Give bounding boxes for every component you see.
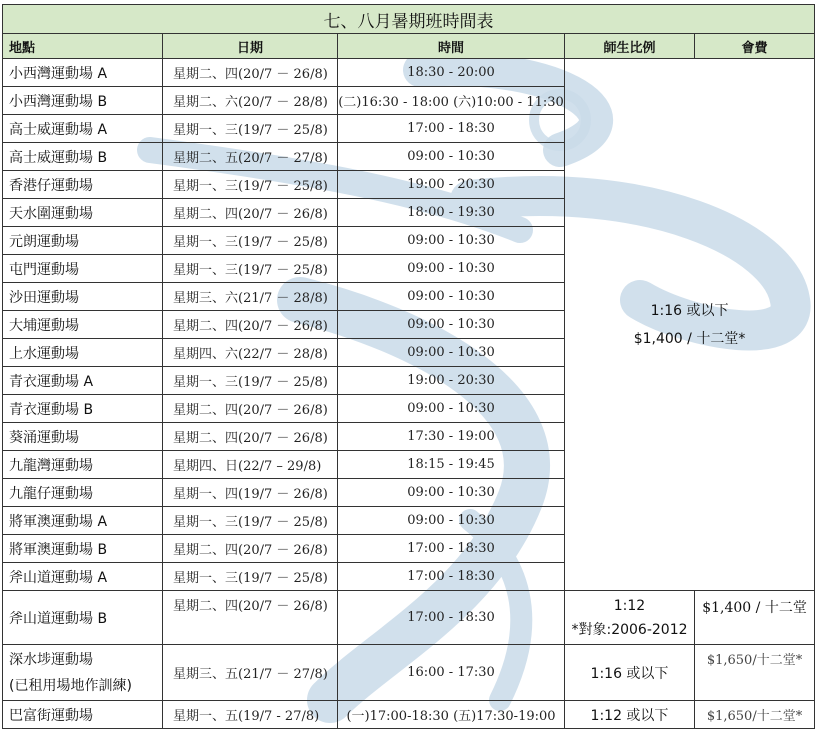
venue-name: 深水埗運動場 (9, 651, 93, 668)
table-row (3, 59, 815, 87)
date-cell: 星期三、五(21/7 － 27/8) (163, 645, 338, 701)
time-cell: 17:00 - 18:30 (338, 535, 565, 563)
date-cell: 星期四、六(22/7 － 28/8) (163, 339, 338, 367)
time-cell: 19:00 - 20:30 (338, 367, 565, 395)
date-cell: 星期一、三(19/7 － 25/8) (163, 507, 338, 535)
date-cell: 星期一、五(19/7 - 27/8) (163, 701, 338, 729)
venue-cell: 斧山道運動場 B (3, 591, 163, 645)
ratio-value: 1:12 (613, 597, 646, 614)
ratio-cell: 1:12 或以下 (565, 701, 695, 729)
time-cell: (二)16:30 - 18:00 (六)10:00 - 11:30 (338, 87, 565, 115)
date-cell: 星期一、三(19/7 － 25/8) (163, 227, 338, 255)
date-cell: 星期二、四(20/7 － 26/8) (163, 199, 338, 227)
venue-cell: 九龍灣運動場 (3, 451, 163, 479)
header-time: 時間 (338, 34, 565, 59)
schedule-table (2, 4, 815, 729)
time-cell: (一)17:00-18:30 (五)17:30-19:00 (338, 701, 565, 729)
date-cell: 星期二、四(20/7 － 26/8) (163, 423, 338, 451)
date-cell: 星期一、三(19/7 － 25/8) (163, 115, 338, 143)
time-cell: 18:30 - 20:00 (338, 59, 565, 87)
time-cell: 09:00 - 10:30 (338, 507, 565, 535)
fee-cell: $1,400 / 十二堂 (695, 591, 815, 645)
date-cell: 星期一、四(19/7 － 26/8) (163, 479, 338, 507)
time-cell: 09:00 - 10:30 (338, 311, 565, 339)
venue-cell: 高士威運動場 A (3, 115, 163, 143)
table-row (3, 701, 815, 729)
ratio-target-note: *對象:2006-2012 (571, 621, 688, 638)
time-cell: 17:00 - 18:30 (338, 591, 565, 645)
time-cell: 09:00 - 10:30 (338, 479, 565, 507)
time-cell: 17:30 - 19:00 (338, 423, 565, 451)
venue-cell: 將軍澳運動場 B (3, 535, 163, 563)
date-cell: 星期一、三(19/7 － 25/8) (163, 367, 338, 395)
time-cell: 09:00 - 10:30 (338, 339, 565, 367)
venue-cell (3, 645, 163, 701)
date-cell: 星期二、四(20/7 － 26/8) (163, 395, 338, 423)
venue-cell: 元朗運動場 (3, 227, 163, 255)
header-date: 日期 (163, 34, 338, 59)
fee-cell: $1,650/十二堂* (695, 645, 815, 701)
time-cell: 17:00 - 18:30 (338, 563, 565, 591)
table-row (3, 645, 815, 701)
venue-cell: 屯門運動場 (3, 255, 163, 283)
merged-ratio: 1:16 或以下 (650, 302, 729, 319)
time-cell: 17:00 - 18:30 (338, 115, 565, 143)
venue-cell: 將軍澳運動場 A (3, 507, 163, 535)
header-fee: 會費 (695, 34, 815, 59)
schedule-wrapper (2, 4, 814, 729)
time-cell: 19:00 - 20:30 (338, 171, 565, 199)
venue-cell: 青衣運動場 B (3, 395, 163, 423)
ratio-cell: 1:16 或以下 (565, 645, 695, 701)
header-venue: 地點 (3, 34, 163, 59)
date-cell: 星期二、四(20/7 － 26/8) (163, 59, 338, 87)
time-cell: 09:00 - 10:30 (338, 143, 565, 171)
time-cell: 09:00 - 10:30 (338, 227, 565, 255)
date-cell: 星期一、三(19/7 － 25/8) (163, 171, 338, 199)
venue-note: (已租用場地作訓練) (9, 677, 132, 694)
time-cell: 16:00 - 17:30 (338, 645, 565, 701)
venue-cell: 斧山道運動場 A (3, 563, 163, 591)
venue-cell: 小西灣運動場 B (3, 87, 163, 115)
date-cell: 星期二、四(20/7 － 26/8) (163, 535, 338, 563)
time-cell: 09:00 - 10:30 (338, 283, 565, 311)
table-row (3, 591, 815, 645)
venue-cell: 青衣運動場 A (3, 367, 163, 395)
fee-cell: $1,650/十二堂* (695, 701, 815, 729)
date-cell: 星期三、六(21/7 － 28/8) (163, 283, 338, 311)
venue-cell: 九龍仔運動場 (3, 479, 163, 507)
venue-cell: 香港仔運動場 (3, 171, 163, 199)
time-cell: 18:15 - 19:45 (338, 451, 565, 479)
time-cell: 09:00 - 10:30 (338, 395, 565, 423)
date-cell: 星期四、日(22/7 – 29/8) (163, 451, 338, 479)
table-title: 七、八月暑期班時間表 (3, 5, 815, 34)
venue-cell: 沙田運動場 (3, 283, 163, 311)
venue-cell: 天水圍運動場 (3, 199, 163, 227)
date-cell: 星期一、三(19/7 － 25/8) (163, 563, 338, 591)
merged-ratio-fee-cell (565, 59, 815, 591)
merged-fee: $1,400 / 十二堂* (633, 330, 746, 347)
header-ratio: 師生比例 (565, 34, 695, 59)
date-cell: 星期二、四(20/7 － 26/8) (163, 591, 338, 645)
venue-cell: 高士威運動場 B (3, 143, 163, 171)
venue-cell: 大埔運動場 (3, 311, 163, 339)
venue-cell: 上水運動場 (3, 339, 163, 367)
date-cell: 星期二、六(20/7 － 28/8) (163, 87, 338, 115)
date-cell: 星期二、五(20/7 － 27/8) (163, 143, 338, 171)
venue-cell: 巴富街運動場 (3, 701, 163, 729)
venue-cell: 葵涌運動場 (3, 423, 163, 451)
date-cell: 星期二、四(20/7 － 26/8) (163, 311, 338, 339)
date-cell: 星期一、三(19/7 － 25/8) (163, 255, 338, 283)
time-cell: 18:00 - 19:30 (338, 199, 565, 227)
time-cell: 09:00 - 10:30 (338, 255, 565, 283)
venue-cell: 小西灣運動場 A (3, 59, 163, 87)
ratio-cell (565, 591, 695, 645)
